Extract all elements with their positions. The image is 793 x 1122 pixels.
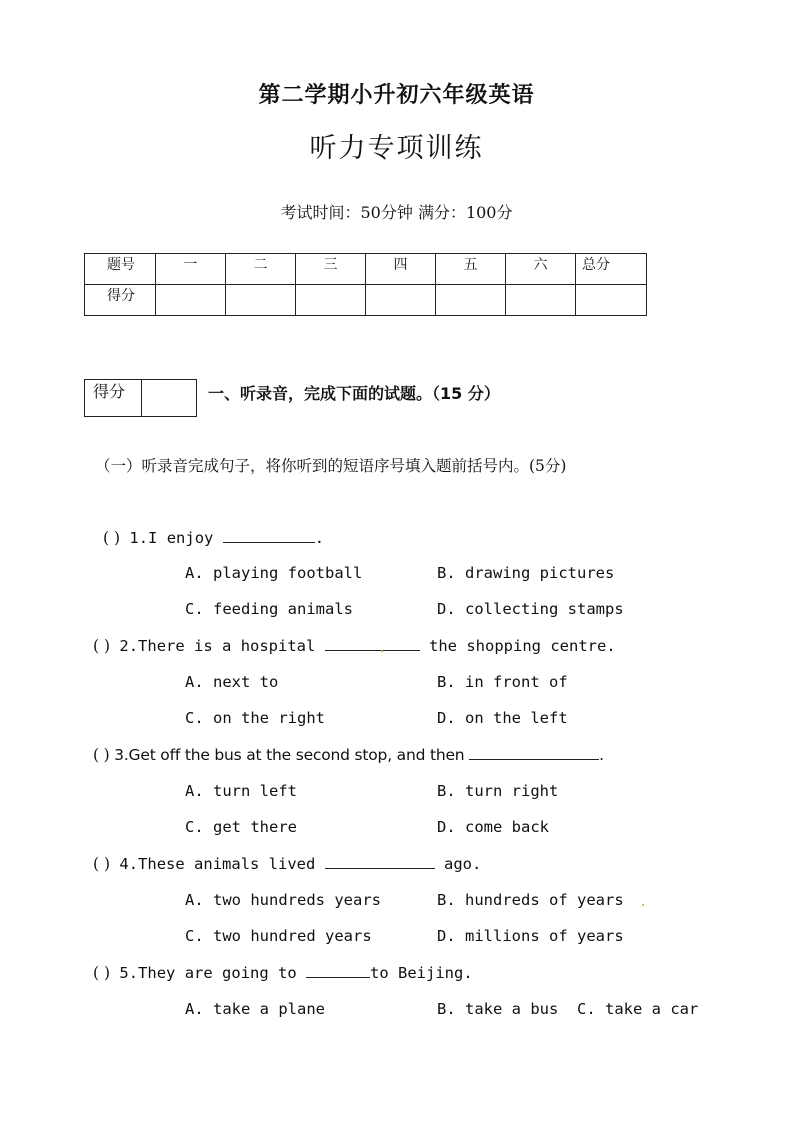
score-header-cell: 二 [226, 254, 296, 285]
question-text-end: the shopping centre. [419, 637, 616, 655]
score-cell [226, 285, 296, 316]
score-cell [296, 285, 366, 316]
score-cell [576, 285, 647, 316]
option: C. feeding animals [185, 600, 353, 618]
answer-blank[interactable] [306, 963, 370, 978]
question-text-end: . [599, 746, 604, 764]
option: C. take a car [577, 1000, 699, 1018]
question-text: 2.There is a hospital [119, 637, 325, 655]
question-text: 3.Get off the bus at the second stop, and then [114, 746, 470, 764]
option: A. next to [185, 673, 279, 691]
stray-mark [642, 904, 644, 906]
question-text: 4.These animals lived [119, 855, 325, 873]
question-3 [93, 745, 604, 764]
option: D. collecting stamps [437, 600, 624, 618]
answer-paren[interactable]: ( ) [103, 529, 121, 547]
score-header-cell: 题号 [85, 254, 156, 285]
section-score-label: 得分 [85, 380, 142, 417]
score-table [84, 253, 647, 316]
answer-blank[interactable] [325, 854, 435, 869]
question-4 [93, 854, 481, 873]
answer-paren[interactable]: ( ) [93, 746, 110, 764]
section-score-cell [142, 380, 197, 417]
score-table-score-row [85, 285, 647, 316]
score-header-cell: 六 [506, 254, 576, 285]
score-table-header-row [85, 254, 647, 285]
answer-paren[interactable]: ( ) [93, 964, 111, 982]
option: B. take a bus [437, 1000, 559, 1018]
exam-info: 考试时间：50分钟 满分：100分 [280, 203, 513, 222]
section-score-box [84, 379, 197, 417]
score-row-label: 得分 [85, 285, 156, 316]
answer-paren[interactable]: ( ) [93, 637, 111, 655]
score-cell [156, 285, 226, 316]
score-header-cell: 四 [366, 254, 436, 285]
option: D. millions of years [437, 927, 624, 945]
score-header-cell: 五 [436, 254, 506, 285]
option: D. come back [437, 818, 550, 836]
option: B. hundreds of years [437, 891, 624, 909]
question-text-end: . [314, 529, 325, 547]
question-text: 5.They are going to [119, 964, 307, 982]
answer-blank[interactable] [223, 528, 315, 543]
score-cell [366, 285, 436, 316]
option: B. in front of [437, 673, 568, 691]
score-header-cell: 一 [156, 254, 226, 285]
option: D. on the left [437, 709, 568, 727]
option: C. on the right [185, 709, 325, 727]
option: A. take a plane [185, 1000, 325, 1018]
option: A. playing football [185, 564, 363, 582]
page-title: 第二学期小升初六年级英语 [258, 83, 535, 108]
question-text-end: ago. [434, 855, 482, 873]
part-instruction: （一）听录音完成句子，将你听到的短语序号填入题前括号内。(5分) [95, 457, 567, 475]
question-1 [103, 528, 324, 547]
option: B. turn right [437, 782, 559, 800]
stray-mark [381, 650, 383, 652]
option: C. get there [185, 818, 298, 836]
option: A. two hundreds years [185, 891, 381, 909]
score-cell [436, 285, 506, 316]
score-cell [506, 285, 576, 316]
answer-blank[interactable] [469, 745, 599, 760]
section-title: 一、听录音，完成下面的试题。（15 分） [208, 384, 500, 403]
option: A. turn left [185, 782, 298, 800]
question-text-end: to Beijing. [370, 964, 473, 982]
option: C. two hundred years [185, 927, 372, 945]
page-subtitle: 听力专项训练 [309, 133, 484, 164]
question-5 [93, 963, 473, 982]
answer-blank[interactable] [325, 636, 420, 651]
score-header-cell: 三 [296, 254, 366, 285]
question-2 [93, 636, 616, 655]
answer-paren[interactable]: ( ) [93, 855, 111, 873]
option: B. drawing pictures [437, 564, 615, 582]
question-text: 1.I enjoy [129, 529, 223, 547]
score-header-cell: 总分 [576, 254, 647, 285]
